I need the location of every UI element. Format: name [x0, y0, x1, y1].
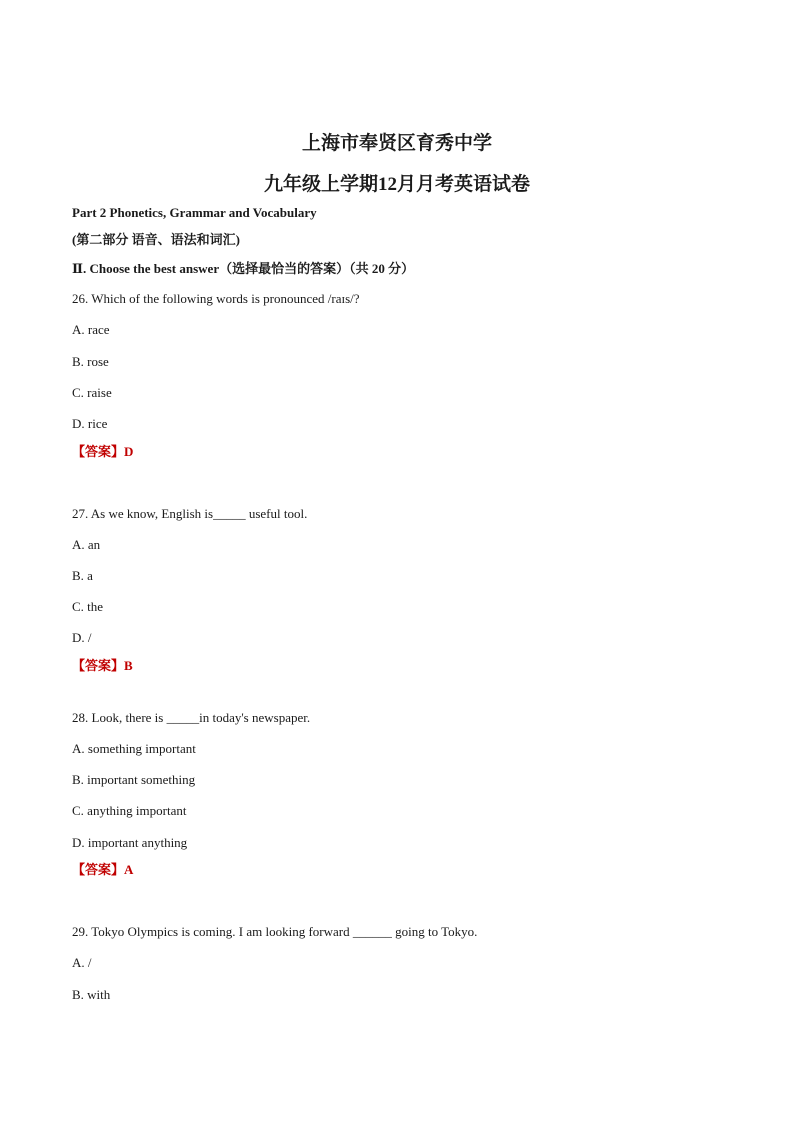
- exam-title: 九年级上学期12月月考英语试卷: [263, 174, 530, 195]
- question-stem: 29. Tokyo Olympics is coming. I am looking forward ______ going to Tokyo.: [72, 924, 478, 939]
- part-subtitle: (第二部分 语音、语法和词汇): [72, 232, 240, 247]
- part-title: Part 2 Phonetics, Grammar and Vocabulary: [72, 205, 317, 220]
- option-b: B. rose: [72, 354, 109, 369]
- option-b: B. important something: [72, 772, 196, 787]
- option-d: D. rice: [72, 416, 108, 431]
- option-d: D. important anything: [72, 835, 188, 850]
- option-b: B. a: [72, 568, 93, 583]
- answer-label: 【答案】B: [72, 658, 133, 673]
- option-c: C. anything important: [72, 803, 187, 818]
- section-heading: Ⅱ. Choose the best answer（选择最恰当的答案）（共 20 分）: [72, 261, 415, 276]
- option-d: D. /: [72, 630, 92, 645]
- question-stem: 27. As we know, English is_____ useful tool.: [72, 506, 308, 521]
- option-a: A. an: [72, 537, 101, 552]
- answer-label: 【答案】A: [72, 862, 134, 877]
- option-b: B. with: [72, 987, 111, 1002]
- answer-label: 【答案】D: [72, 444, 134, 459]
- option-c: C. raise: [72, 385, 112, 400]
- option-a: A. something important: [72, 741, 196, 756]
- question-stem: 26. Which of the following words is pronounced /raɪs/?: [72, 291, 360, 306]
- option-a: A. /: [72, 955, 92, 970]
- school-title: 上海市奉贤区育秀中学: [301, 133, 492, 154]
- option-a: A. race: [72, 322, 110, 337]
- question-stem: 28. Look, there is _____in today's newspaper.: [72, 710, 311, 725]
- option-c: C. the: [72, 599, 104, 614]
